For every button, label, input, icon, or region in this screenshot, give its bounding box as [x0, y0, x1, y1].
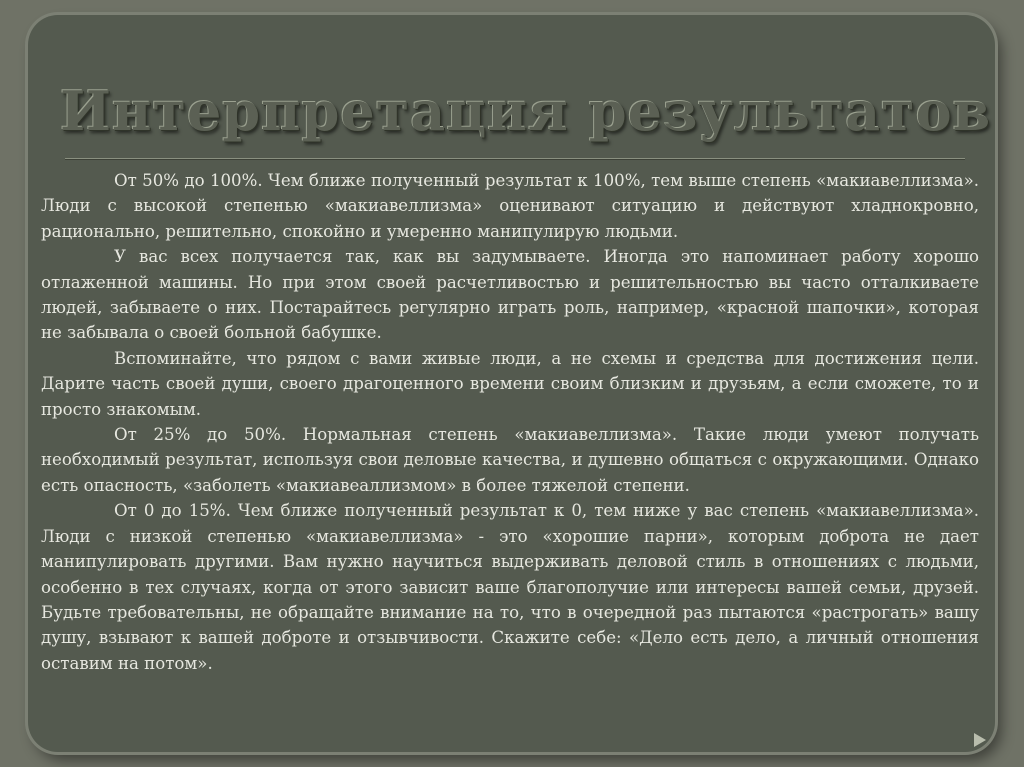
slide-body [41, 168, 979, 676]
paragraph-low-score: От 0 до 15%. Чем ближе полученный результат к 0, тем ниже у вас степень «макиавеллизма». Люди с низкой степенью «макиавеллизма» - это «хорошие парни», которым доброта не дает манипулировать другими. Вам нужно научиться выдерживать деловой стиль в отношениях с людьми, особенно в тех случаях, когда от этого зависит ваше благополучие или интересы вашей семьи, друзей. Будьте требовательны, не обращайте внимание на то, что в очередной раз пытаются «растрогать» вашу душу, взывают к вашей доброте и отзывчивости. Скажите себе: «Дело есть дело, а личный отношения оставим на потом». [41, 501, 979, 673]
paragraph-high-score: От 50% до 100%. Чем ближе полученный результат к 100%, тем выше степень «макиавеллизма». Люди с высокой степенью «макиавеллизма» оценивают ситуацию и действуют хладнокровно, рационально, решительно, спокойно и умеренно манипулирую людьми. [41, 171, 979, 241]
next-slide-icon[interactable] [974, 733, 986, 747]
paragraph-advice-2: Вспоминайте, что рядом с вами живые люди, а не схемы и средства для достижения цели. Дарите часть своей души, своего драгоценного времени своим близким и друзьям, а если сможете, то и просто знакомым. [41, 348, 979, 419]
title-divider [65, 158, 965, 159]
paragraph-medium-score: От 25% до 50%. Нормальная степень «макиавеллизма». Такие люди умеют получать необходимый результат, используя свои деловые качества, и душевно общаться с окружающими. Однако есть опасность, «заболеть «макиавеаллизмом» в более тяжелой степени. [41, 425, 979, 495]
paragraph-advice-1: У вас всех получается так, как вы задумываете. Иногда это напоминает работу хорошо отлаженной машины. Но при этом своей расчетливостью и решительностью вы часто отталкиваете людей, забываете о них. Постарайтесь регулярно играть роль, например, «красной шапочки», которая не забывала о своей больной бабушке. [41, 247, 979, 343]
slide-title: Интерпретация результатов [60, 79, 992, 143]
